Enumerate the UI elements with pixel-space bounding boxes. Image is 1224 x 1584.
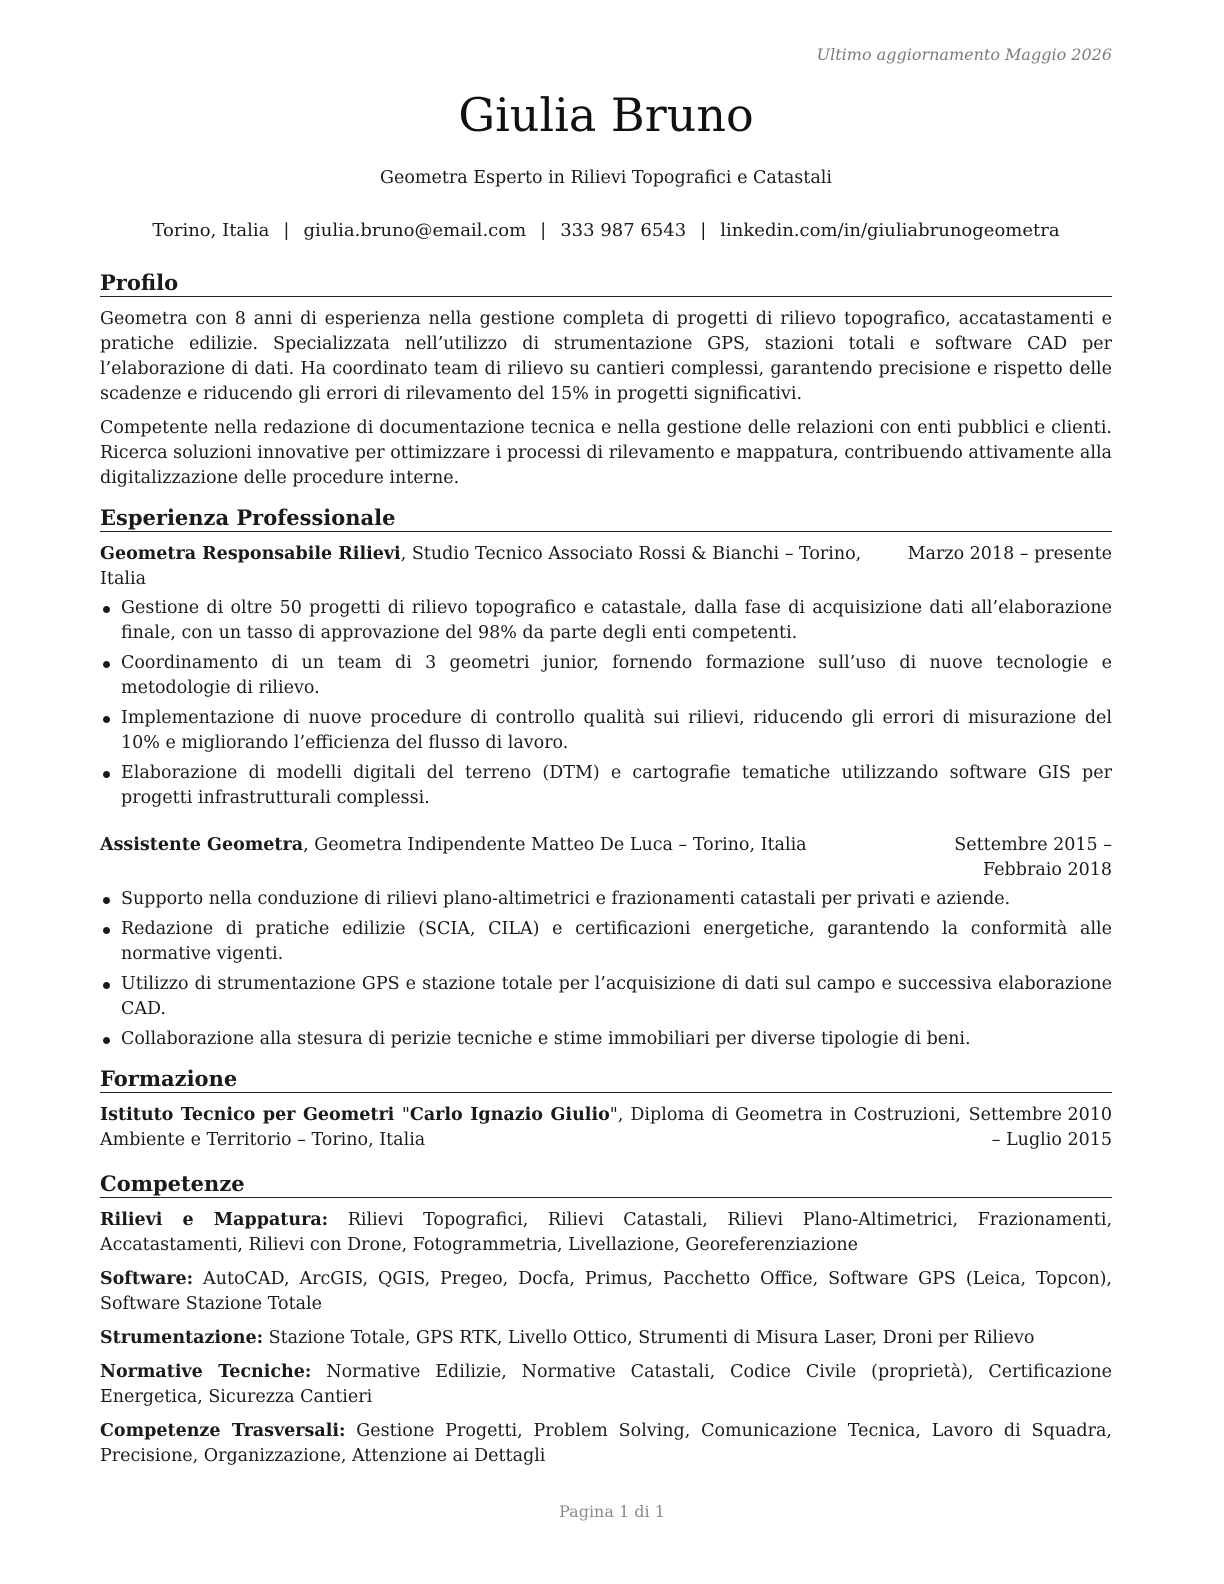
candidate-subtitle: Geometra Esperto in Rilievi Topografici e Catastali	[380, 168, 832, 188]
job-entry	[100, 833, 1112, 1052]
bullet-icon	[103, 982, 110, 989]
contact-separator: |	[540, 220, 547, 241]
bullet-text: Supporto nella conduzione di rilievi plano-altimetrici e frazionamenti catastali per privati e aziende.	[121, 889, 1011, 909]
bullet-icon	[103, 897, 110, 904]
skill-value: AutoCAD, ArcGIS, QGIS, Pregeo, Docfa, Primus, Pacchetto Office, Software GPS (Leica, Topcon), Software Stazione Totale	[100, 1269, 1112, 1314]
skills-section	[100, 1171, 1112, 1469]
experience-section	[100, 505, 1112, 1052]
skill-label: Strumentazione:	[100, 1328, 264, 1348]
list-item	[100, 651, 1112, 701]
job-bullets	[100, 887, 1112, 1052]
bullet-icon	[103, 771, 110, 778]
skill-label: Rilievi e Mappatura:	[100, 1210, 329, 1230]
school-name-a: Istituto Tecnico per Geometri	[100, 1105, 402, 1125]
list-item	[100, 887, 1112, 912]
job-employer: , Geometra Indipendente Matteo De Luca – Torino, Italia	[303, 835, 807, 855]
profile-section	[100, 270, 1112, 491]
section-title-experience: Esperienza Professionale	[100, 505, 1112, 532]
skill-value: Stazione Totale, GPS RTK, Livello Ottico, Strumenti di Misura Laser, Droni per Rilievo	[263, 1328, 1035, 1348]
section-title-skills: Competenze	[100, 1171, 1112, 1198]
bullet-icon	[103, 1037, 110, 1044]
school-name-b: Carlo Ignazio Giulio	[409, 1105, 610, 1125]
list-item	[100, 972, 1112, 1022]
contact-phone: 333 987 6543	[560, 220, 687, 241]
job-dates: Marzo 2018 – presente	[907, 544, 1112, 564]
bullet-icon	[103, 927, 110, 934]
section-title-education: Formazione	[100, 1066, 1112, 1093]
bullet-text: Gestione di oltre 50 progetti di rilievo topografico e catastale, dalla fase di acquisizione dati all’elaborazione finale, con un tasso di approvazione del 98% da parte degli enti competenti.	[121, 598, 1112, 643]
skill-row	[100, 1326, 1112, 1351]
list-item	[100, 1027, 1112, 1052]
education-section	[100, 1066, 1112, 1153]
list-item	[100, 706, 1112, 756]
education-entry	[100, 1103, 1112, 1153]
bullet-text: Collaborazione alla stesura di perizie tecniche e stime immobiliari per diverse tipologie di beni.	[121, 1029, 971, 1049]
skill-row	[100, 1419, 1112, 1469]
contact-linkedin[interactable]: linkedin.com/in/giuliabrunogeometra	[720, 220, 1060, 241]
skill-label: Normative Tecniche:	[100, 1362, 312, 1382]
section-title-profile: Profilo	[100, 270, 1112, 297]
list-item	[100, 761, 1112, 811]
bullet-text: Redazione di pratiche edilizie (SCIA, CILA) e certificazioni energetiche, garantendo la conformità alle normative vigenti.	[121, 919, 1112, 964]
page-number: Pagina 1 di 1	[559, 1502, 665, 1521]
profile-paragraph: Competente nella redazione di documentazione tecnica e nella gestione delle relazioni con enti pubblici e clienti. Ricerca soluzioni innovative per ottimizzare i processi di rilevamento e mappatura, contribuendo attivamente alla digitalizzazione delle procedure interne.	[100, 418, 1112, 488]
contact-location: Torino, Italia	[152, 220, 270, 241]
resume-content	[100, 270, 1112, 1483]
skill-value: Normative Edilizie, Normative Catastali, Codice Civile (proprietà), Certificazione Energetica, Sicurezza Cantieri	[100, 1362, 1112, 1407]
skill-label: Software:	[100, 1269, 194, 1289]
skill-label: Competenze Trasversali:	[100, 1421, 346, 1441]
contact-email[interactable]: giulia.bruno@email.com	[303, 220, 527, 241]
job-dates: Settembre 2015 – Febbraio 2018	[954, 835, 1112, 880]
bullet-text: Coordinamento di un team di 3 geometri junior, fornendo formazione sull’uso di nuove tecnologie e metodologie di rilievo.	[121, 653, 1112, 698]
bullet-text: Elaborazione di modelli digitali del terreno (DTM) e cartografie tematiche utilizzando software GIS per progetti infrastrutturali complessi.	[121, 763, 1112, 808]
last-updated: Ultimo aggiornamento Maggio 2026	[816, 45, 1112, 64]
bullet-icon	[103, 716, 110, 723]
list-item	[100, 917, 1112, 967]
contact-line	[100, 220, 1112, 241]
bullet-text: Implementazione di nuove procedure di controllo qualità sui rilievi, riducendo gli errori di misurazione del 10% e migliorando l’efficienza del flusso di lavoro.	[121, 708, 1112, 753]
education-dates: Settembre 2010 – Luglio 2015	[968, 1105, 1112, 1150]
school-quote-close: "	[609, 1105, 618, 1125]
job-entry	[100, 542, 1112, 811]
skill-row	[100, 1267, 1112, 1317]
job-role: Assistente Geometra	[100, 835, 304, 855]
job-employer: , Studio Tecnico Associato Rossi & Bianchi – Torino, Italia	[100, 544, 862, 589]
contact-separator: |	[283, 220, 290, 241]
skill-value: Rilievi Topografici, Rilievi Catastali, Rilievi Plano-Altimetrici, Frazionamenti, Accatastamenti, Rilievi con Drone, Fotogrammetria, Livellazione, Georeferenziazione	[100, 1210, 1113, 1255]
school-quote-open: "	[401, 1105, 410, 1125]
skill-row	[100, 1208, 1112, 1258]
bullet-icon	[103, 661, 110, 668]
job-role: Geometra Responsabile Rilievi	[100, 544, 401, 564]
bullet-icon	[103, 606, 110, 613]
skill-row	[100, 1360, 1112, 1410]
school-degree: , Diploma di Geometra in Costruzioni, Ambiente e Territorio – Torino, Italia	[100, 1105, 961, 1150]
candidate-name: Giulia Bruno	[458, 88, 754, 142]
job-header	[100, 833, 1112, 883]
bullet-text: Utilizzo di strumentazione GPS e stazione totale per l’acquisizione di dati sul campo e successiva elaborazione CAD.	[121, 974, 1112, 1019]
profile-paragraph: Geometra con 8 anni di esperienza nella gestione completa di progetti di rilievo topografico, accatastamenti e pratiche edilizie. Specializzata nell’utilizzo di strumentazione GPS, stazioni totali e software CAD per l’elaborazione di dati. Ha coordinato team di rilievo su cantieri complessi, garantendo precisione e rispetto delle scadenze e riducendo gli errori di rilevamento del 15% in progetti significativi.	[100, 309, 1112, 404]
job-bullets	[100, 596, 1112, 811]
job-header	[100, 542, 1112, 592]
list-item	[100, 596, 1112, 646]
contact-separator: |	[700, 220, 707, 241]
skill-value: Gestione Progetti, Problem Solving, Comunicazione Tecnica, Lavoro di Squadra, Precisione, Organizzazione, Attenzione ai Dettagli	[100, 1421, 1112, 1466]
